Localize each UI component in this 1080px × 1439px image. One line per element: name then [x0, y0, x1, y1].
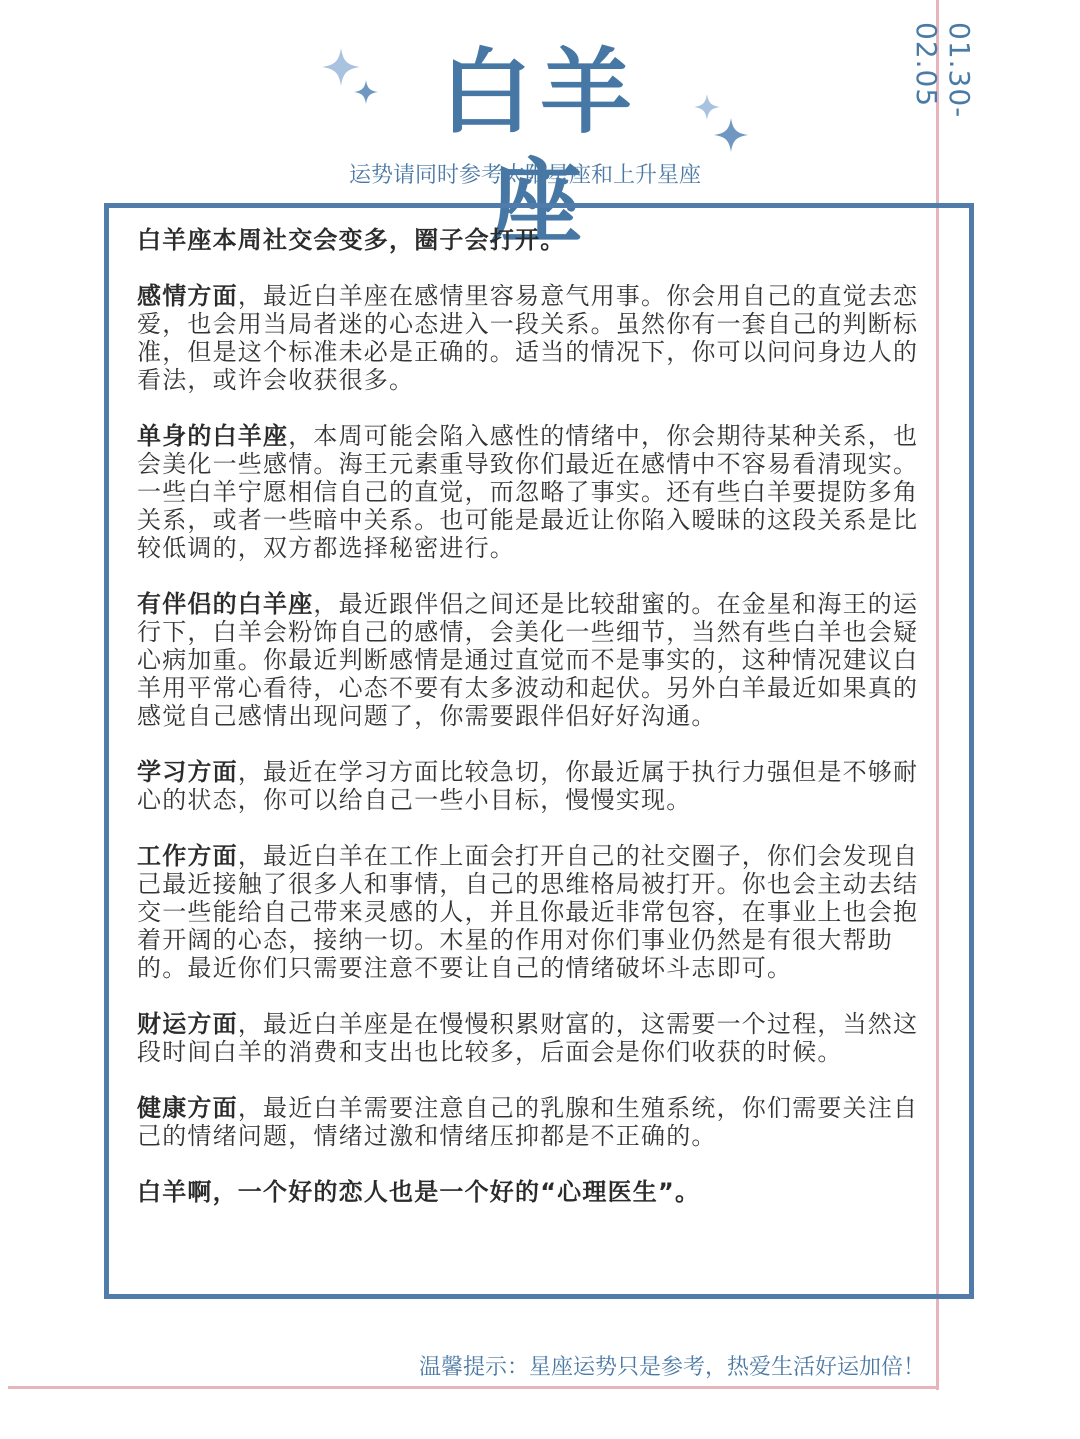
pink-horizontal-line [8, 1386, 939, 1389]
horoscope-content-box [104, 203, 974, 1299]
section-lead: 单身的白羊座 [137, 422, 289, 450]
section-study [137, 758, 943, 814]
section-text: ，最近白羊座是在慢慢积累财富的，这需要一个过程，当然这段时间白羊的消费和支出也比较多，后面会是你们收获的时候。 [137, 1010, 919, 1066]
section-text: ，最近白羊需要注意自己的乳腺和生殖系统，你们需要关注自己的情绪问题，情绪过激和情绪压抑都是不正确的。 [137, 1094, 919, 1150]
date-range: 01.30-02.05 [910, 22, 976, 119]
footer-tip: 温馨提示：星座运势只是参考，热爱生活好运加倍！ [418, 1355, 925, 1380]
section-lead: 财运方面 [137, 1010, 238, 1038]
headline: 白羊座本周社交会变多，圈子会打开。 [137, 226, 566, 254]
section-lead: 有伴侣的白羊座 [137, 590, 314, 618]
section-text: ，最近白羊在工作上面会打开自己的社交圈子，你们会发现自己最近接触了很多人和事情，自己的思维格局被打开。你也会主动去结交一些能给自己带来灵感的人，并且你最近非常包容，在事业上也会抱着开阔的心态，接纳一切。木星的作用对你们事业仍然是有很大帮助的。最近你们只需要注意不要让自己的情绪破坏斗志即可。 [137, 842, 919, 982]
sparkle-icon [714, 118, 748, 152]
section-health [137, 1094, 943, 1150]
section-text: ，本周可能会陷入感性的情绪中，你会期待某种关系，也会美化一些感情。海王元素重导致你们最近在感情中不容易看清现实。一些白羊宁愿相信自己的直觉，而忽略了事实。还有些白羊要提防多角关系，或者一些暗中关系。也可能是最近让你陷入暧昧的这段关系是比较低调的，双方都选择秘密进行。 [137, 422, 919, 562]
section-work [137, 842, 943, 982]
section-lead: 学习方面 [137, 758, 238, 786]
section-lead: 健康方面 [137, 1094, 238, 1122]
section-text: ，最近跟伴侣之间还是比较甜蜜的。在金星和海王的运行下，白羊会粉饰自己的感情，会美化一些细节，当然有些白羊也会疑心病加重。你最近判断感情是通过直觉而不是事实的，这种情况建议白羊用平常心看待，心态不要有太多波动和起伏。另外白羊最近如果真的感觉自己感情出现问题了，你需要跟伴侣好好沟通。 [137, 590, 919, 730]
page-title: 白羊座 [439, 39, 640, 256]
section-partnered [137, 590, 943, 730]
section-love [137, 282, 943, 394]
closing-line: 白羊啊，一个好的恋人也是一个好的“心理医生”。 [137, 1178, 701, 1206]
section-text: ，最近白羊座在感情里容易意气用事。你会用自己的直觉去恋爱，也会用当局者迷的心态进入一段关系。虽然你有一套自己的判断标准，但是这个标准未必是正确的。适当的情况下，你可以问问身边人的看法，或许会收获很多。 [137, 282, 919, 394]
section-lead: 工作方面 [137, 842, 238, 870]
sparkle-icon [694, 94, 720, 120]
section-lead: 感情方面 [137, 282, 238, 310]
section-wealth [137, 1010, 943, 1066]
subtitle: 运势请同时参考太阳星座和上升星座 [348, 163, 701, 188]
sparkle-icon [354, 80, 378, 104]
section-single [137, 422, 943, 562]
section-text: ，最近在学习方面比较急切，你最近属于执行力强但是不够耐心的状态，你可以给自己一些小目标，慢慢实现。 [137, 758, 919, 814]
